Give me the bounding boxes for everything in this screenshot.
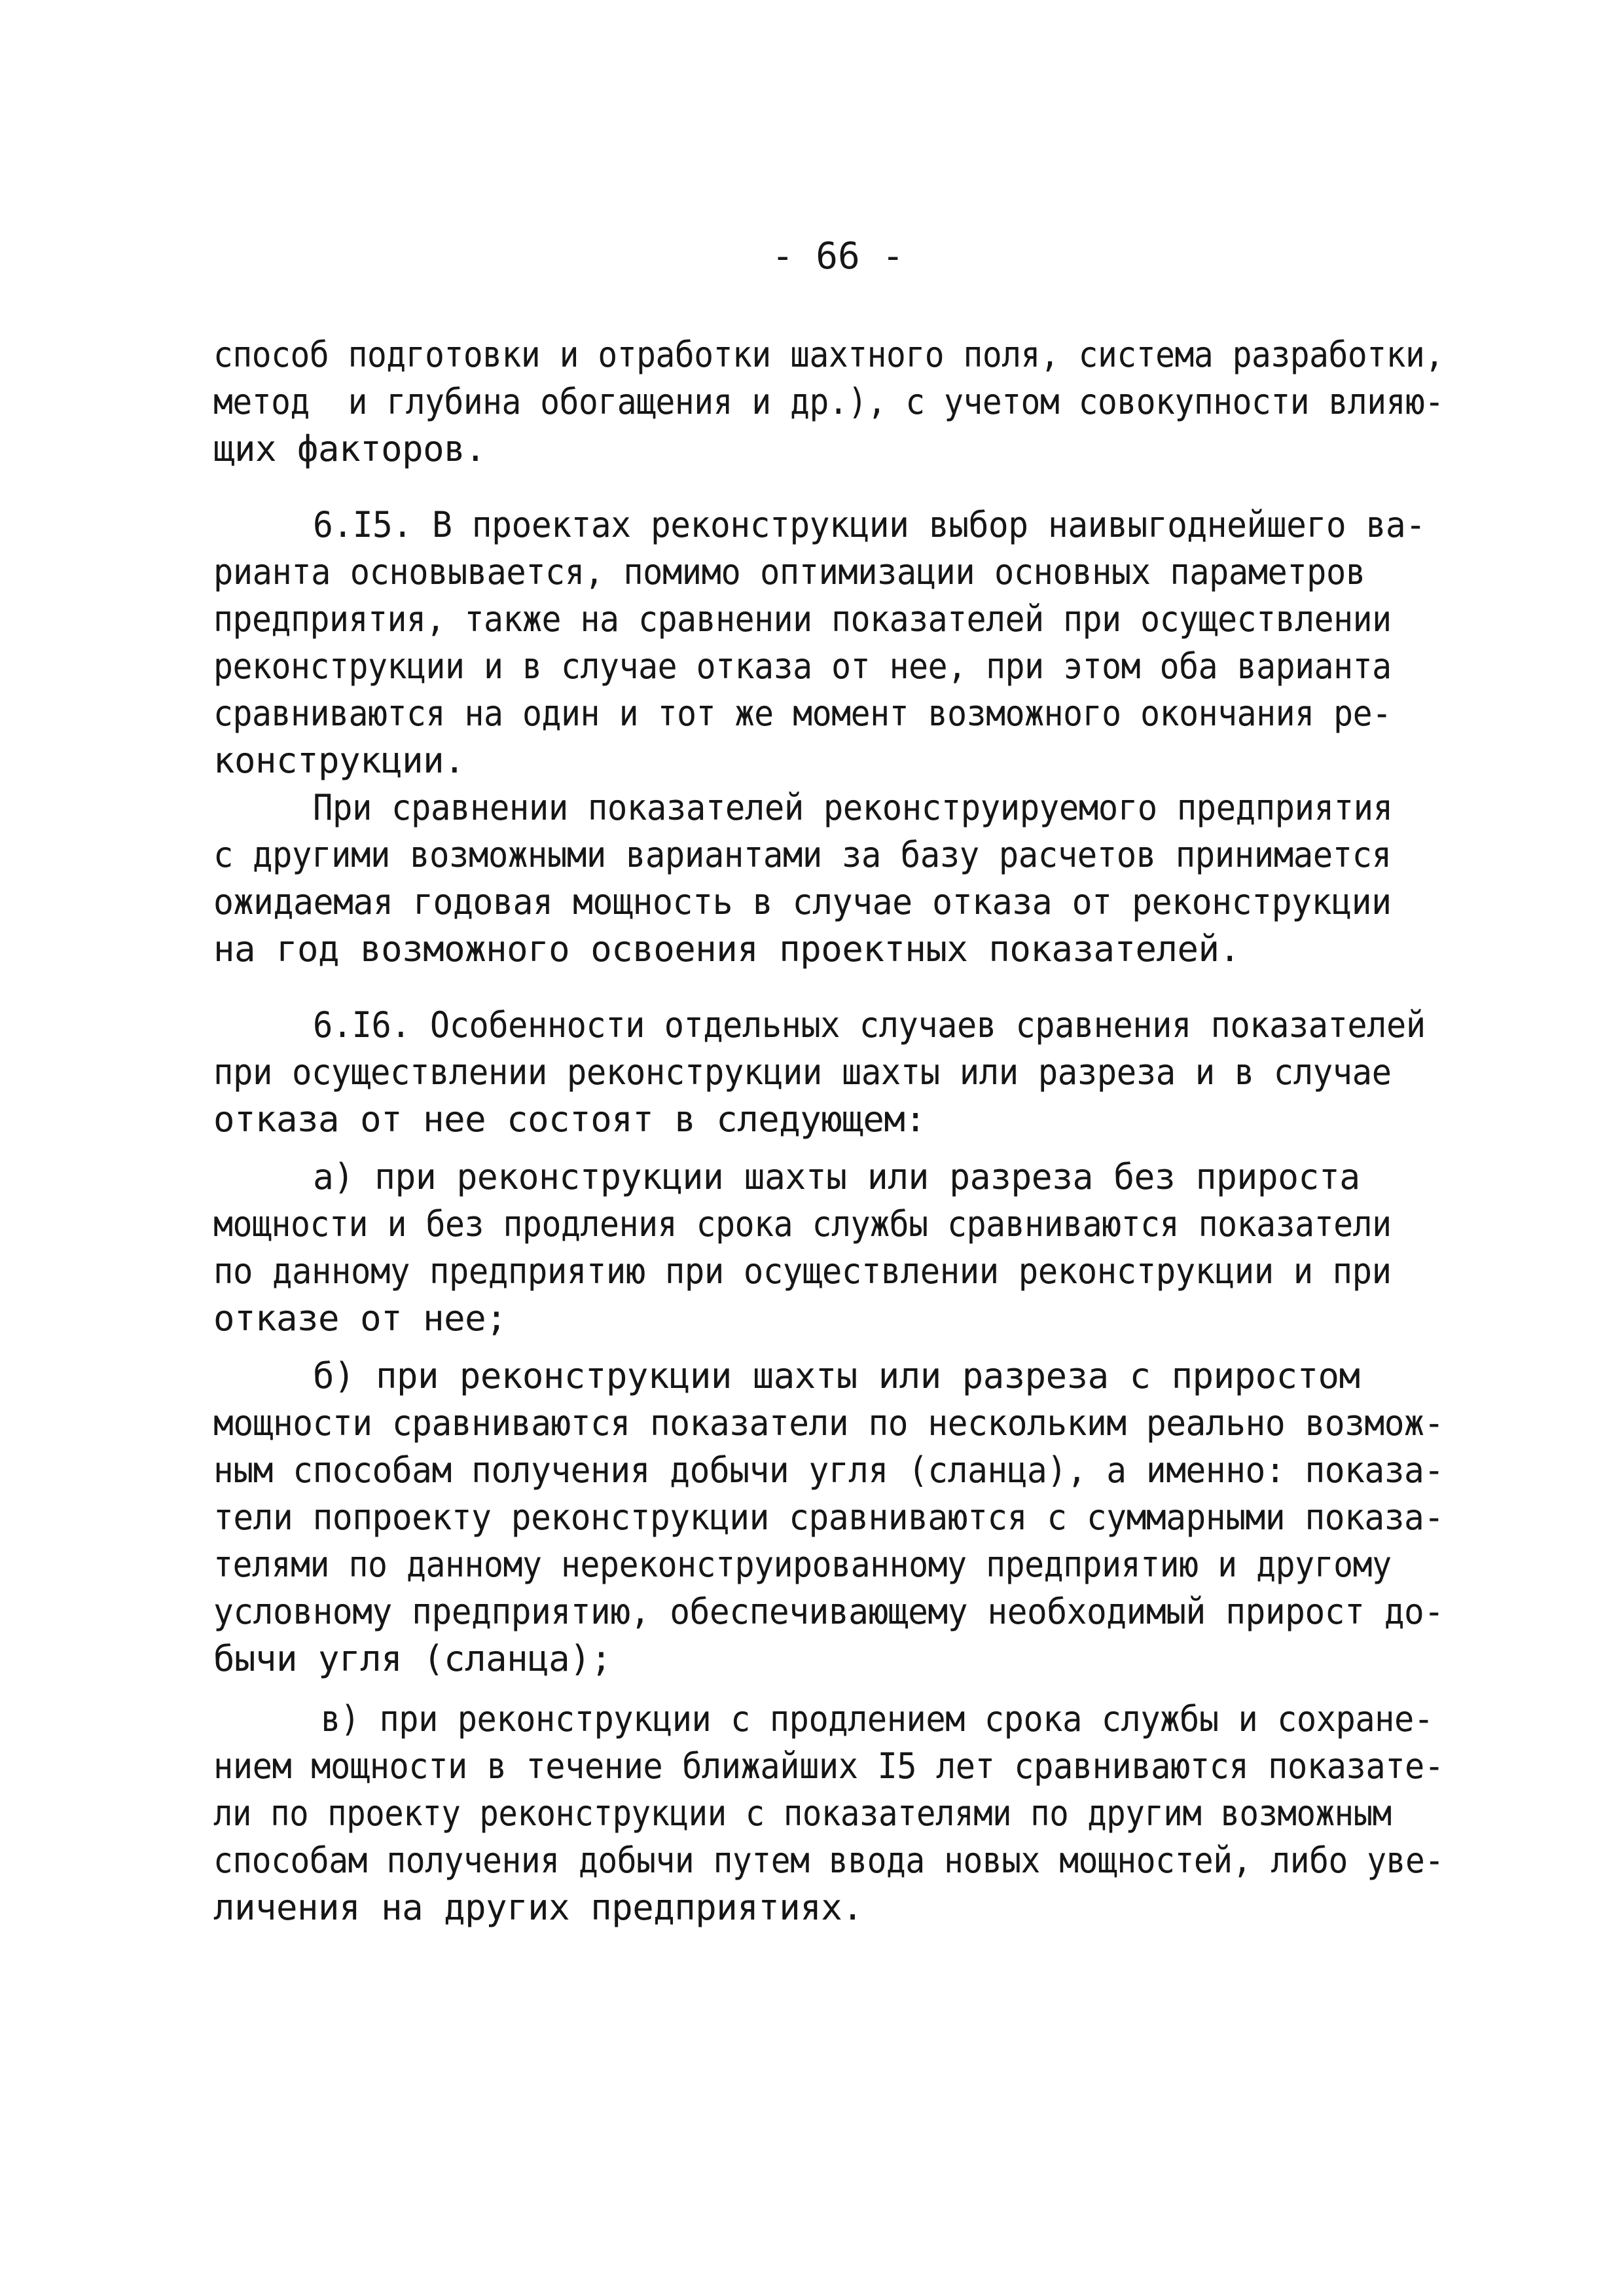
text-line: При сравнении показателей реконструируемого предприятия — [313, 787, 1393, 828]
text-line: сравниваются на один и тот же момент возможного окончания ре- — [213, 693, 1392, 734]
text-line: с другими возможными вариантами за базу расчетов принимается — [213, 834, 1392, 875]
text-line: телями по данному нереконструированному предприятию и другому — [213, 1544, 1392, 1585]
text-line: ожидаемая годовая мощность в случае отказа от реконструкции — [213, 881, 1392, 922]
text-line: по данному предприятию при осуществлении реконструкции и при — [213, 1250, 1392, 1292]
text-line: бычи угля (сланца); — [213, 1638, 612, 1679]
text-line: а) при реконструкции шахты или разреза без прироста — [313, 1156, 1360, 1197]
text-line: отказа от нее состоят в следующем: — [213, 1099, 926, 1140]
text-line: б) при реконструкции шахты или разреза с приростом — [313, 1355, 1360, 1396]
text-line: личения на других предприятиях. — [213, 1887, 863, 1928]
text-line: 6.I6. Особенности отдельных случаев сравнения показателей — [313, 1004, 1426, 1046]
text-line: 6.I5. В проектах реконструкции выбор наивыгоднейшего ва- — [313, 504, 1426, 545]
text-line: рианта основывается, помимо оптимизации основных параметров — [213, 551, 1365, 592]
page-number: - 66 - — [771, 235, 905, 278]
text-line: мощности сравниваются показатели по нескольким реально возмож- — [213, 1402, 1444, 1444]
text-line: условному предприятию, обеспечивающему необходимый прирост до- — [213, 1591, 1444, 1632]
text-line: при осуществлении реконструкции шахты или разреза и в случае — [213, 1051, 1392, 1093]
text-line: тели попроекту реконструкции сравниваются с суммарными показа- — [213, 1497, 1444, 1538]
text-line: в) при реконструкции с продлением срока службы и сохране- — [321, 1698, 1434, 1740]
text-line: метод и глубина обогащения и др.), с учетом совокупности влияю- — [213, 381, 1444, 422]
text-line: реконструкции и в случае отказа от нее, при этом оба варианта — [213, 646, 1392, 687]
text-line: ным способам получения добычи угля (сланца), а именно: показа- — [213, 1449, 1444, 1491]
text-line: мощности и без продления срока службы сравниваются показатели — [213, 1203, 1392, 1245]
text-line: предприятия, также на сравнении показателей при осуществлении — [213, 598, 1392, 640]
text-line: отказе от нее; — [213, 1298, 507, 1339]
text-line: щих факторов. — [213, 428, 486, 469]
text-line: способам получения добычи путем ввода новых мощностей, либо уве- — [213, 1840, 1444, 1881]
text-line: конструкции. — [213, 740, 465, 781]
text-line: ли по проекту реконструкции с показателями по другим возможным — [213, 1793, 1392, 1834]
text-line: способ подготовки и отработки шахтного поля, система разработки, — [213, 334, 1444, 375]
text-line: нием мощности в течение ближайших I5 лет сравниваются показате- — [213, 1745, 1444, 1787]
text-line: на год возможного освоения проектных показателей. — [213, 928, 1240, 970]
